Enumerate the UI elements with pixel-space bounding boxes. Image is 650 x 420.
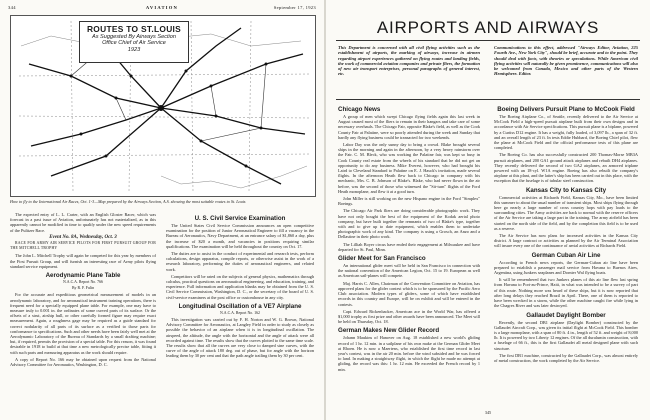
map-subtitle-line: As Suggested By Airways Section: [91, 34, 177, 40]
paragraph: This investigation was carried out by F. H. Norton and W. G. Brown, National Advisory Committee for Aeronautics, at Langley Field in order to study as closely as possible the behavior of an airplane when it is in longitudinal oscillation. The airspeed, the altitude, the angle with the horizontal and the angle of attack were all recorded against time. The results show that the curves plotted to the same time scale. The results show that all the curves are very close to damped sine curves, with the curve of the angle of attack 180 deg. out of phase, but for angle with the horizon leading them by 30 per cent and that the path angle trailing them by 30 per cent.: [166, 317, 314, 359]
intro-rule: [336, 99, 640, 100]
page-number-left: 344: [8, 5, 16, 10]
department-contact-note: Communications to this effect, addressed "Airways Editor, Aviation, 225 Fourth Ave., New York City", should be brief, accurate and to the point. They should deal with facts, with theories or speculations. While American civil flying activities will naturally be given prominence, communications will also be welcomed from Canada, Mexico and other parts of the Western Hemisphere. Editor.: [494, 45, 638, 77]
report-number: N.A.C.A. Report No. 766: [63, 280, 103, 285]
department-title: AIRPORTS AND AIRWAYS: [376, 18, 600, 37]
left-column-1: [10, 212, 156, 369]
article-heading: Chicago News: [338, 106, 381, 113]
paragraph: Maj. Harris C. Allen, Chairman of the Convention Committee on Aviation, has approved plans for the glider contest which is to be sponsored by the Pacific Aero Club association. Modern types of gliders, some of which have established records in this country and Europe, will be on exhibit and will be entered in the contests.: [338, 280, 480, 307]
paragraph: An international glider meet will be held in San Francisco in connection with the national convention of the American Legion, Oct. 15 to 19. European as well as American sail-planes will compete.: [338, 263, 480, 279]
paragraph: Commercial activities at Richards Field, Kansas City, Mo., have been limited this summer to about the usual number of transient ships. Most ships flying through here go nearly a large number of cross country hops with pay loads to the surrounding cities. The Army activities are back to normal with the reserve officers of the Air Service are taking a large part in the training. The army airfield has been started on the north side of the field, and by the completion this field is to be used as a reserve.: [494, 194, 638, 231]
left-page: [0, 0, 324, 420]
event-heading: Event No. 8A, Wednesday, Oct. 3: [49, 234, 117, 240]
paragraph: Competitors will be rated on the subjects of general physics, mathematics through calculus, practical questions on aeronautical engineering, and education, training, and experience. Full information and application blanks may be obtained from the U. S. Civil Service Commission, Washington, D. C., or the secretary of the board of U. S. civil-service examiners at the post office or customhouse in any city.: [166, 273, 314, 300]
paragraph: Labor Day was the only sunny day to bring a crowd. Blake brought several ships in the morning and again in the afternoon, by a very heavy rainstorm over the Fair. C. M. Bleck, who was working the Palatine fair, was kept so busy in Cook County real estate from the wheels of his standard that he did not get an opportunity to do any business. Mike Everest, however, who had brought his Laird to Cleveland Standard to Palatine on E. J. Hauck's invitation, made several flights. In the afternoon Heath flew back to Chicago in company with his mechanic, Mrs. C. B. Johnson of Blake's. Blake, who had never flown in the air before, was the second of those who witnessed the "Sit-turn" flights of the Ford Heath monoplane, and flew it at a good turn.: [338, 142, 480, 194]
right-column-1: [338, 103, 480, 374]
paragraph: The first DB1 machine, constructed by the Gallaudet Corp., was almost entirely of metal construction, the work completed by the Air Service.: [494, 352, 638, 363]
page-number-right: 345: [484, 410, 492, 415]
issue-date: September 17, 1923: [273, 5, 316, 10]
paragraph: The Lilliah Boyer circus have ended their engagement at Milwaukee and have departed for St. Paul, Minn.: [338, 241, 480, 252]
map-subtitle-line: 1923: [127, 46, 141, 53]
department-intro: This Department is concerned with all civil flying activities such as the establishment of airports, the marking of airways, increase in airmen regarding airport experiences gathered on flying routes and landing fields, the work of commercial aviation companies and private fliers, the formation of new air transport enterprises, personal paragraphs of general interest, etc.: [338, 45, 480, 77]
article-heading: Kansas City to Kansas City: [525, 186, 607, 194]
article-heading: Longitudinal Oscillation of a VE7 Airplane: [178, 302, 302, 310]
article-heading: Glider Meet for San Francisco: [338, 255, 426, 263]
paragraph: A copy of Report No. 166 may be obtained upon request from the National Advisory Committee for Aeronautics, Washington, D. C.: [10, 356, 156, 368]
article-heading: German Makes New Glider Record: [338, 327, 440, 335]
paragraph: Johann Maukins of Hanover on Aug. 18 established a new world's gliding record of 1 hr. 12 min. in a sailplane of his own make at the German Glider Meet at Rhoen. He is now a Maertens, who established the first time record in last year's contest, was in the air 20 min. before the wind subsided and he was forced to land. In making a straightway flight, in which the flight he made no attempt at gliding, the record was this: 1 hr. 12 min. He exceeded the French record by 1 min.: [338, 335, 480, 372]
paragraph: The Chicago Air Park fliers are doing considerable photographic work. They have not only bought the best of the equipment of the Kodak aerial photo company, but have built together the remnants of two of Blake's type, together with and to give up to date equipment, which enables them to undertake photographic work of any kind. The company is using a Grosch, an Anzo and a Dellastine in their photo work.: [338, 208, 480, 240]
report-number: N.A.C.A. Report No. 162: [220, 310, 260, 315]
byline: By R. F. Fulin: [71, 286, 95, 291]
map-caption: How to fly to the International Air Races, Oct. 1-3—Map prepared by the Airways Section, A.S. showing the most suitable routes to St. Louis: [10, 199, 246, 204]
map-title-box: [79, 21, 189, 63]
paragraph: For the accurate and expeditious geometrical measurement of models in an aerodynamic laboratory, and for aeronautical instrument training operations, there is frequent need for a specially equipped plane table. For example, one may have to measure truly to 0.001 in. the ordinates of some curved parts of its surface. Or the offsets of a strut, airship hull, or other carefully formed figure may require exact measurement. Again, a roughness gage may be required as a guide standard for correct nodularity of all parts of its surface as a verified to those parts for conformance to specifications. Such and other needs have been fairly well met at the Aerodynamic Laboratory of the Bureau of Standards by a small drafting machine; but, if required, permits the provision of a special table. For this reason, it was found desirable in 1918 to build at that time a new metrologically precise table, fitting it with such parts and measuring apparatus as the work should require.: [10, 292, 156, 355]
magazine-name: AVIATION: [145, 5, 179, 10]
article-heading: Gallaudet Daylight Bomber: [526, 311, 606, 319]
map-title: ROUTES TO ST.LOUIS: [86, 24, 182, 34]
right-column-2: [494, 103, 638, 365]
route-map: [10, 15, 316, 197]
paragraph: The Boeing Co. has also successfully constructed 200 Thomas-Morse MB3A pursuit airplanes, and 200 GA1 ground attack airplanes and rebuilt DH4 airplanes. They recently delivered the second of two GA2 airplanes, an armored triplane powered with an 18-cyl. W1A engine. Boeing has also rebuilt the company's airplane at this plant, and the latter's ship has been carried out in this place, with the exception that the fuselage is of tubular steel construction.: [494, 152, 638, 184]
left-column-2: [166, 212, 314, 361]
map-subtitle-line: Office Chief of Air Service: [102, 40, 166, 47]
paragraph: According to French news reports, the German-Cuban air line have been prepared to establish a passenger mail service from Havana to Buenos Aires, Argentina, using Junkers seaplanes and Dornier Wal flying boats.: [494, 259, 638, 276]
running-header-left: [8, 5, 316, 13]
article-heading: Aerodynamic Plane Table: [45, 272, 121, 280]
paragraph: John Miller is still working on the new Hispano engine in the Ford "Simplex" Boeings.: [338, 196, 480, 207]
paragraph: Recently, the second DB1 airplane (Daylight Bomber) constructed by the Gallaudet Aircraft Corp., was given its initial flight at McCook Field. This bomber is a large monoplane, with a span of 80 ft. 4 in., length of 52 ft. and weight of 8,000 lb. It is powered by two Liberty 12 engines. Of the all duralumin construction, with a fuselage of 66 ft., this is the first Gallaudet all metal designed plane with such structure.: [494, 319, 638, 351]
title-rule: [336, 40, 640, 41]
article-heading: Boeing Delivers Pursuit Plane to McCook Field: [497, 106, 635, 113]
article-heading: U. S. Civil Service Examination: [194, 215, 286, 222]
paragraph: The duties are to assist in the conduct of experimental and research tests, perform calculations, design apparatus, compile reports, or otherwise assist in the work of a research laboratory, performing the duties of aeronautical engineers, and related work.: [166, 251, 314, 272]
article-heading: German Cuban Air Line: [531, 251, 601, 259]
paragraph: The expected entry of L. L. Carter, with an English Gloster Racer, which was forecast in a past issue of Aviation, unfortunately has not materialized, as in this apparently cannot be modified in time to qualify under the new speed requirements of the Pulitzer Race.: [10, 212, 156, 233]
event-description: RACE FOR ARMY AIR SERVICE PILOTS FOR FIRST PURSUIT GROUP FOR THE MITCHELL TROPHY: [10, 241, 156, 251]
paragraph: Capt. Edward Rickenbacker, American ace in the World War, has offered a $1,000 trophy as first prize and other awards have been announced. The Meet will be held on Thursday, Oct. 18.: [338, 308, 480, 325]
paragraph: The John L. Mitchell Trophy will again be competed for this year by members of the First Pursuit Group, and will furnish an interesting race of Army pilots flying standard service equipment.: [10, 253, 156, 269]
paragraph: It will be remembered that two Junkers planes of this air line flew last spring from Havana to Port-au-Prince, Haiti, in what was intended to be a survey of part of this route. Nothing more was heard of these ships, but it is now reported that after long delays they reached Brazil in April. There, one of them is reported to have been wrecked in a storm, while the other machine caught fire while lying in the Chagres River and was later destroyed.: [494, 277, 638, 309]
paragraph: The Boeing Airplane Co., of Seattle, recently delivered to the Air Service at McCook Field a high-speed pursuit airplane built from their own designs and in accordance with Air Service specifications. This pursuit plane is a biplane, powered by a Curtiss D12 engine. It has a weight, fully loaded, of 3,097 lb., a span of 32 ft. and an overall length of 23 ft. In tests Eddie Hubbard, the Boeing Chief pilot, flew the plane at McCook Field and the official performance tests of this plane are completed.: [494, 114, 638, 151]
right-page: [326, 0, 650, 420]
paragraph: The Air Service has now plans for increased activities in the Kansas City district. A large contract or activities as planned by the Air Terminal Association will insure every one of the continuance of aerial activities at Richards Field.: [494, 233, 638, 249]
paragraph: The United States Civil Service Commission announces an open competitive examination for the position of Junior Aeronautical Engineer to fill a vacancy in the Bureau of Aeronautics, Navy Department, at an entrance salary of $1,860 a day, plus the increase of $20 a month, and vacancies in positions requiring similar qualifications. The examination will be held throughout the country on Oct. 17.: [166, 223, 314, 249]
paragraph: A group of men which swept Chicago flying fields again this last week in August caused most of the fliers to remain in their hangars and take care of some necessary overhauls. The Chicago Fair, opposite Blake's field, as well as the Cook County Fair at Palatine, were so poorly attended during the week and Sunday that hardly any flying business could be transacted for two weekends.: [338, 114, 480, 140]
